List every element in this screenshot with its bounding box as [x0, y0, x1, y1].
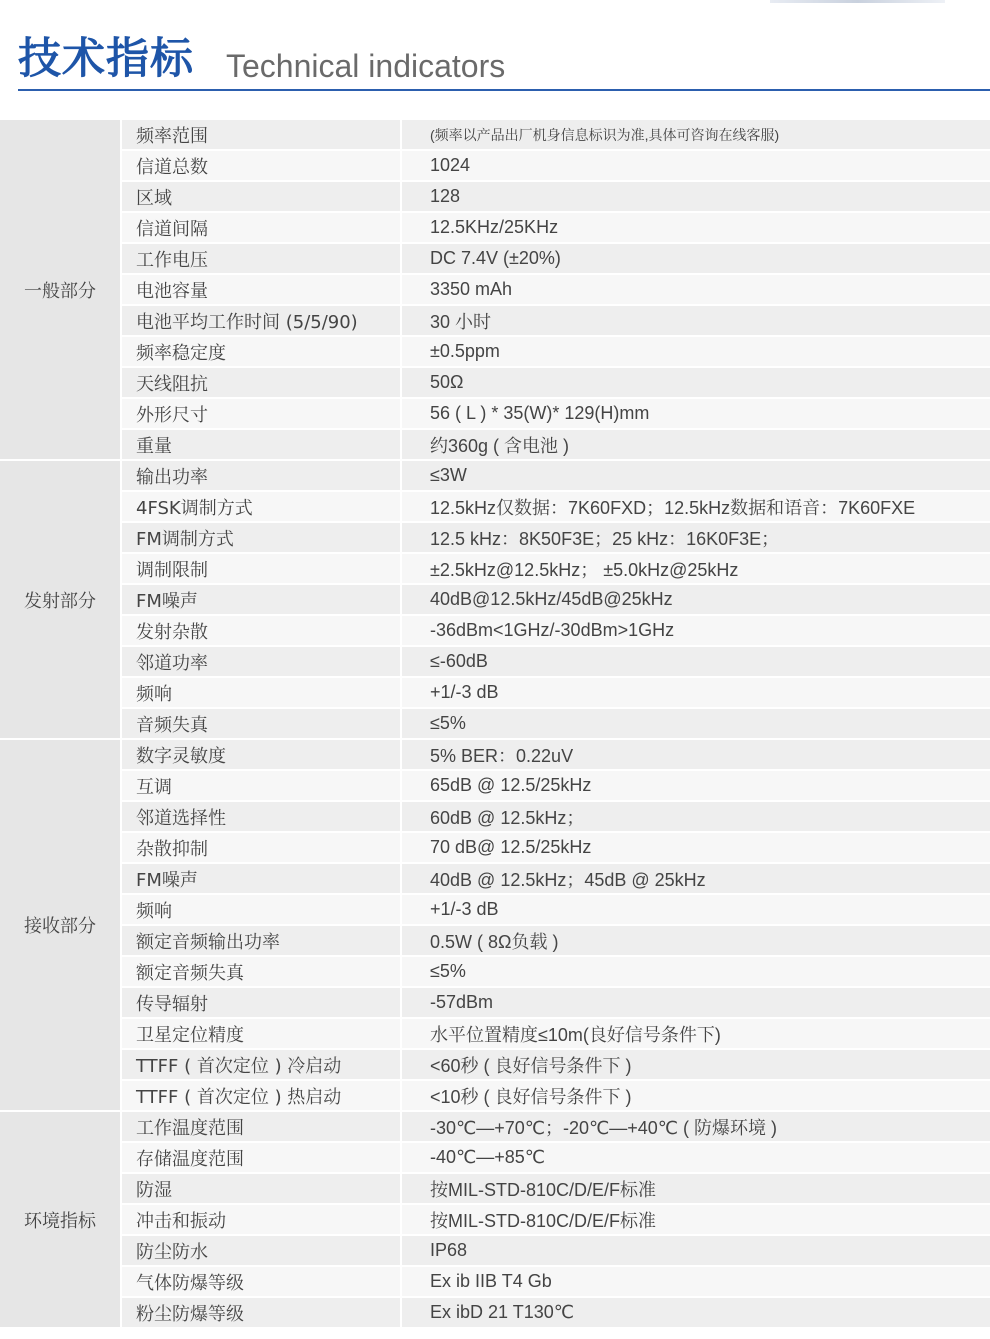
- spec-key: FM调制方式: [122, 523, 402, 552]
- spec-row: [122, 461, 990, 492]
- spec-row: [122, 1050, 990, 1081]
- spec-row: [122, 1019, 990, 1050]
- spec-value: 60dB @ 12.5kHz；: [430, 807, 585, 828]
- spec-row: [122, 988, 990, 1019]
- spec-key: TTFF ( 首次定位 ) 热启动: [122, 1081, 402, 1110]
- spec-row: [122, 182, 990, 213]
- spec-value: 65dB @ 12.5/25kHz: [430, 775, 592, 795]
- spec-key: 输出功率: [122, 461, 402, 490]
- spec-row: [122, 368, 990, 399]
- section-rows: [122, 1112, 990, 1327]
- spec-key: 频率范围: [122, 120, 402, 149]
- spec-value: <60秒 ( 良好信号条件下 ): [430, 1055, 632, 1076]
- spec-section: [0, 120, 990, 461]
- spec-value: -36dBm<1GHz/-30dBm>1GHz: [430, 620, 675, 640]
- section-rows: [122, 740, 990, 1110]
- spec-value: <10秒 ( 良好信号条件下 ): [430, 1086, 632, 1107]
- spec-row: [122, 213, 990, 244]
- spec-key: 数字灵敏度: [122, 740, 402, 769]
- spec-key: 邻道功率: [122, 647, 402, 676]
- spec-value: ±2.5kHz@12.5kHz； ±5.0kHz@25kHz: [430, 559, 739, 580]
- spec-value: 3350 mAh: [430, 279, 513, 299]
- spec-row: [122, 709, 990, 738]
- page-header: [18, 30, 990, 88]
- spec-table: [0, 120, 990, 1329]
- spec-value: DC 7.4V (±20%): [430, 248, 561, 268]
- section-rows: [122, 461, 990, 738]
- spec-value: 5% BER：0.22uV: [430, 745, 574, 766]
- spec-key: 调制限制: [122, 554, 402, 583]
- spec-row: [122, 833, 990, 864]
- spec-key: 工作温度范围: [122, 1112, 402, 1141]
- spec-key: TTFF ( 首次定位 ) 冷启动: [122, 1050, 402, 1079]
- spec-row: [122, 957, 990, 988]
- spec-value: 水平位置精度≤10m(良好信号条件下): [430, 1024, 721, 1045]
- spec-value: +1/-3 dB: [430, 899, 499, 919]
- spec-section: [0, 461, 990, 740]
- spec-key: 传导辐射: [122, 988, 402, 1017]
- spec-row: [122, 492, 990, 523]
- spec-value: 40dB @ 12.5kHz；45dB @ 25kHz: [430, 869, 706, 890]
- spec-key: 频响: [122, 678, 402, 707]
- spec-row: [122, 554, 990, 585]
- spec-key: 发射杂散: [122, 616, 402, 645]
- spec-value: 30 小时: [430, 311, 492, 332]
- spec-key: 电池平均工作时间 (5/5/90): [122, 306, 402, 335]
- spec-key: 频响: [122, 895, 402, 924]
- spec-row: [122, 1143, 990, 1174]
- spec-value: 按MIL-STD-810C/D/E/F标准: [430, 1210, 657, 1231]
- spec-key: 粉尘防爆等级: [122, 1298, 402, 1327]
- spec-row: [122, 430, 990, 459]
- spec-value: ±0.5ppm: [430, 341, 500, 361]
- spec-row: [122, 120, 990, 151]
- section-rows: [122, 120, 990, 459]
- spec-section: [0, 740, 990, 1112]
- spec-value: 按MIL-STD-810C/D/E/F标准: [430, 1179, 657, 1200]
- spec-row: [122, 895, 990, 926]
- spec-row: [122, 306, 990, 337]
- spec-row: [122, 678, 990, 709]
- spec-row: [122, 740, 990, 771]
- spec-key: 气体防爆等级: [122, 1267, 402, 1296]
- spec-value: 1024: [430, 155, 471, 175]
- spec-key: 天线阻抗: [122, 368, 402, 397]
- page-title-en: Technical indicators: [226, 48, 506, 84]
- spec-value: 50Ω: [430, 372, 464, 392]
- spec-key: 额定音频输出功率: [122, 926, 402, 955]
- spec-key: FM噪声: [122, 864, 402, 893]
- spec-row: [122, 647, 990, 678]
- spec-key: FM噪声: [122, 585, 402, 614]
- spec-key: 信道总数: [122, 151, 402, 180]
- spec-row: [122, 585, 990, 616]
- spec-row: [122, 151, 990, 182]
- spec-row: [122, 523, 990, 554]
- spec-value: 70 dB@ 12.5/25kHz: [430, 837, 592, 857]
- spec-key: 重量: [122, 430, 402, 459]
- page-title-cn: 技术指标: [18, 34, 194, 84]
- spec-row: [122, 337, 990, 368]
- spec-value: +1/-3 dB: [430, 682, 499, 702]
- spec-value: 约360g ( 含电池 ): [430, 435, 570, 456]
- spec-value: 56 ( L ) * 35(W)* 129(H)mm: [430, 403, 650, 423]
- section-label: 接收部分: [0, 740, 122, 1110]
- spec-row: [122, 771, 990, 802]
- spec-value: Ex ibD 21 T130℃: [430, 1302, 574, 1322]
- spec-key: 防尘防水: [122, 1236, 402, 1265]
- spec-key: 4FSK调制方式: [122, 492, 402, 521]
- spec-key: 工作电压: [122, 244, 402, 273]
- spec-key: 区域: [122, 182, 402, 211]
- spec-value: 12.5KHz/25KHz: [430, 217, 559, 237]
- spec-value: Ex ib IIB T4 Gb: [430, 1271, 552, 1291]
- spec-value: ≤5%: [430, 961, 466, 981]
- spec-key: 额定音频失真: [122, 957, 402, 986]
- spec-row: [122, 1267, 990, 1298]
- header-divider: [18, 89, 990, 91]
- spec-value: -40℃—+85℃: [430, 1147, 545, 1167]
- section-label: 环境指标: [0, 1112, 122, 1327]
- spec-key: 互调: [122, 771, 402, 800]
- spec-key: 存储温度范围: [122, 1143, 402, 1172]
- spec-row: [122, 275, 990, 306]
- spec-row: [122, 802, 990, 833]
- spec-key: 音频失真: [122, 709, 402, 738]
- spec-key: 频率稳定度: [122, 337, 402, 366]
- spec-value: (频率以产品出厂机身信息标识为准,具体可咨询在线客服): [430, 126, 780, 143]
- spec-value: ≤3W: [430, 465, 467, 485]
- spec-value: 12.5kHz仅数据：7K60FXD；12.5kHz数据和语音：7K60FXE: [430, 497, 916, 518]
- section-label: 发射部分: [0, 461, 122, 738]
- spec-row: [122, 244, 990, 275]
- spec-row: [122, 1205, 990, 1236]
- spec-key: 防湿: [122, 1174, 402, 1203]
- spec-row: [122, 616, 990, 647]
- section-label: 一般部分: [0, 120, 122, 459]
- spec-key: 杂散抑制: [122, 833, 402, 862]
- spec-key: 外形尺寸: [122, 399, 402, 428]
- spec-row: [122, 1298, 990, 1327]
- spec-value: IP68: [430, 1240, 468, 1260]
- spec-value: 12.5 kHz：8K50F3E；25 kHz：16K0F3E；: [430, 528, 780, 549]
- spec-key: 信道间隔: [122, 213, 402, 242]
- top-accent-bar: [770, 0, 945, 3]
- spec-value: 0.5W ( 8Ω负载 ): [430, 931, 559, 952]
- spec-section: [0, 1112, 990, 1329]
- spec-key: 邻道选择性: [122, 802, 402, 831]
- spec-value: -30℃—+70℃；-20℃—+40℃ ( 防爆环境 ): [430, 1117, 777, 1138]
- spec-row: [122, 1236, 990, 1267]
- spec-value: ≤5%: [430, 713, 466, 733]
- spec-row: [122, 1112, 990, 1143]
- spec-key: 电池容量: [122, 275, 402, 304]
- spec-value: 40dB@12.5kHz/45dB@25kHz: [430, 589, 673, 609]
- spec-row: [122, 926, 990, 957]
- spec-key: 卫星定位精度: [122, 1019, 402, 1048]
- spec-value: -57dBm: [430, 992, 494, 1012]
- spec-row: [122, 1081, 990, 1110]
- spec-row: [122, 1174, 990, 1205]
- spec-row: [122, 399, 990, 430]
- spec-key: 冲击和振动: [122, 1205, 402, 1234]
- spec-value: 128: [430, 186, 461, 206]
- spec-row: [122, 864, 990, 895]
- spec-value: ≤-60dB: [430, 651, 488, 671]
